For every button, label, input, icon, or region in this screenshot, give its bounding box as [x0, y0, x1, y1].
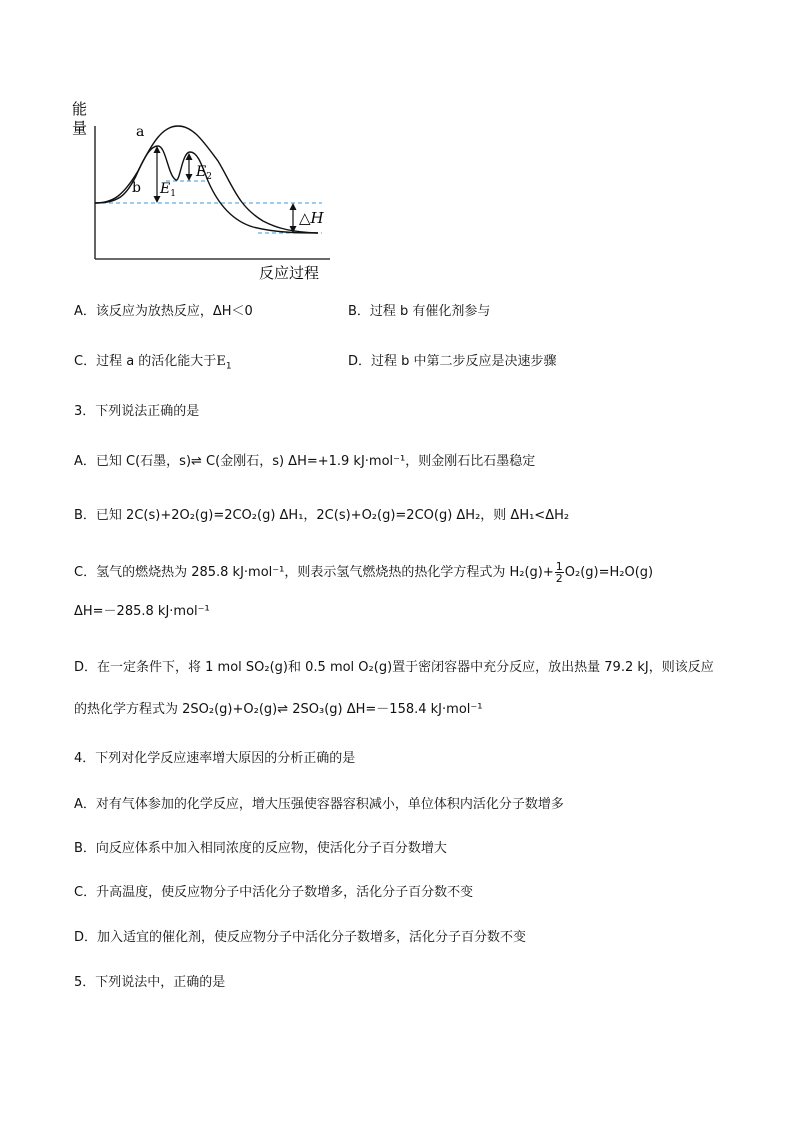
energy-diagram [68, 96, 338, 281]
q3-option-a: A．已知 C(石墨，s)⇌ C(金刚石，s) ΔH=+1.9 kJ·mol⁻¹，则金刚石比石墨稳定 [74, 454, 536, 469]
q3-option-c [74, 561, 653, 584]
q2-option-c [74, 353, 232, 371]
q2-option-c-text: C．过程 a 的活化能大于 [74, 354, 217, 369]
q4-option-d: D．加入适宜的催化剂，使反应物分子中活化分子数增多，活化分子百分数不变 [74, 930, 527, 945]
curve-b [95, 146, 318, 233]
q3-stem: 3．下列说法正确的是 [74, 404, 200, 419]
x-axis-label: 反应过程 [259, 264, 320, 281]
q3-option-c-fraction [555, 561, 564, 584]
dh-label: △H [299, 209, 324, 227]
q2-option-a: A．该反应为放热反应，ΔH＜0 [74, 304, 253, 319]
q4-option-b: B．向反应体系中加入相同浓度的反应物，使活化分子百分数增大 [74, 841, 447, 856]
curve-b-label: b [132, 180, 141, 196]
q2-option-d: D．过程 b 中第二步反应是决速步骤 [348, 354, 557, 369]
q3-option-c-text: C．氢气的燃烧热为 285.8 kJ·mol⁻¹，则表示氢气燃烧热的热化学方程式为 H₂(g)+ [74, 565, 554, 580]
fraction-numerator: 1 [555, 560, 563, 573]
q3-option-c-dh: ΔH=－285.8 kJ·mol⁻¹ [74, 604, 210, 619]
q5-stem: 5．下列说法中，正确的是 [74, 975, 226, 990]
e1-arrow-head-bottom [154, 196, 161, 203]
q2-option-b: B．过程 b 有催化剂参与 [348, 304, 491, 319]
q2-option-c-sub: 1 [225, 361, 232, 372]
q4-option-c: C．升高温度，使反应物分子中活化分子数增多，活化分子百分数不变 [74, 885, 474, 900]
y-axis-label-1: 能 [72, 100, 88, 118]
q3-option-c-text-2: O₂(g)=H₂O(g) [564, 565, 654, 580]
e2-arrow-head-bottom [186, 174, 193, 181]
e1-label: $E_1$ [160, 181, 176, 199]
q3-option-d-line2: 的热化学方程式为 2SO₂(g)+O₂(g)⇌ 2SO₃(g) ΔH=－158.4 kJ·mol⁻¹ [74, 702, 483, 717]
q2-option-c-e: E [216, 354, 226, 369]
fraction-denominator: 2 [555, 572, 563, 585]
curve-a-label: a [136, 124, 145, 140]
q3-option-d-line1: D．在一定条件下，将 1 mol SO₂(g)和 0.5 mol O₂(g)置于密闭容器中充分反应，放出热量 79.2 kJ，则该反应 [74, 660, 714, 675]
y-axis-label-2: 量 [72, 119, 88, 137]
e2-label: $E_2$ [196, 164, 212, 182]
q3-option-b: B．已知 2C(s)+2O₂(g)=2CO₂(g) ΔH₁，2C(s)+O₂(g)=2CO(g) ΔH₂，则 ΔH₁<ΔH₂ [74, 508, 570, 523]
q4-stem: 4．下列对化学反应速率增大原因的分析正确的是 [74, 751, 356, 766]
dh-arrow-head-top [290, 203, 297, 210]
q4-option-a: A．对有气体参加的化学反应，增大压强使容器容积减小，单位体积内活化分子数增多 [74, 797, 564, 812]
